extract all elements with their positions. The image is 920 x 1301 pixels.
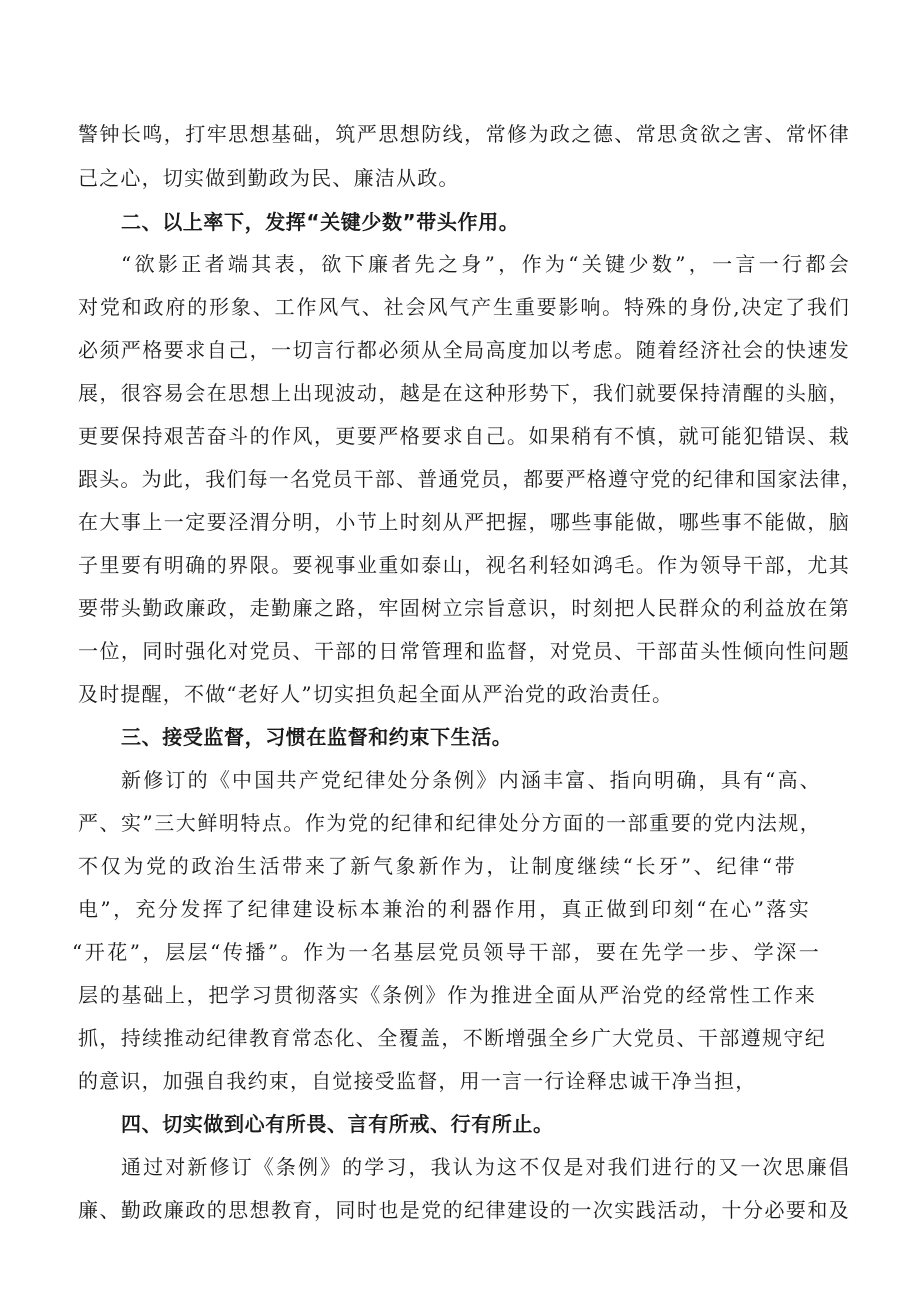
paragraph-line: 在大事上一定要泾渭分明，小节上时刻从严把握，哪些事能做，哪些事不能做，脑 [78, 510, 850, 534]
paragraph-line: 跟头。为此，我们每一名党员干部、普通党员，都要严格遵守党的纪律和国家法律， [78, 467, 863, 491]
paragraph-line: 的意识，加强自我约束，自觉接受监督，用一言一行诠释忠诚干净当担， [78, 1069, 757, 1093]
paragraph-line: 对党和政府的形象、工作风气、社会风气产生重要影响。特殊的身份,决定了我们 [78, 295, 850, 319]
paragraph-line: 层的基础上，把学习贯彻落实《条例》作为推进全面从严治党的经常性工作来 [78, 983, 816, 1007]
section-heading-4: 四、切实做到心有所畏、言有所戒、行有所止。 [121, 1112, 554, 1136]
paragraph-line: 及时提醒，不做“老好人”切实担负起全面从严治党的政治责任。 [78, 682, 674, 706]
paragraph-line: 必须严格要求自己，一切言行都必须从全局高度加以考虑。随着经济社会的快速发 [78, 338, 850, 362]
paragraph-line: 一位，同时强化对党员、干部的日常管理和监督，对党员、干部苗头性倾向性问题 [78, 639, 850, 663]
paragraph-line: 要带头勤政廉政，走勤廉之路，牢固树立宗旨意识，时刻把人民群众的利益放在第 [78, 596, 850, 620]
paragraph-line: 新修订的《中国共产党纪律处分条例》内涵丰富、指向明确，具有“高、 [121, 768, 821, 792]
section-heading-2: 二、以上率下，发挥“关键少数”带头作用。 [121, 210, 520, 234]
paragraph-line: 电”，充分发挥了纪律建设标本兼治的利器作用，真正做到印刻“在心”落实 [78, 897, 810, 921]
paragraph-line: 抓，持续推动纪律教育常态化、全覆盖，不断增强全乡广大党员、干部遵规守纪 [78, 1026, 826, 1050]
paragraph-line: 更要保持艰苦奋斗的作风，更要严格要求自己。如果稍有不慎，就可能犯错误、栽 [78, 424, 850, 448]
section-heading-3: 三、接受监督，习惯在监督和约束下生活。 [121, 725, 513, 749]
paragraph-line: 子里要有明确的界限。要视事业重如泰山，视名利轻如鸿毛。作为领导干部，尤其 [78, 553, 850, 577]
paragraph-line: 展，很容易会在思想上出现波动，越是在这种形势下，我们就要保持清醒的头脑， [78, 381, 850, 405]
paragraph-line: 严、实”三大鲜明特点。作为党的纪律和纪律处分方面的一部重要的党内法规， [78, 811, 821, 835]
paragraph-line: 己之心，切实做到勤政为民、廉洁从政。 [78, 166, 460, 190]
paragraph-line: 不仅为党的政治生活带来了新气象新作为，让制度继续“长牙”、纪律“带 [78, 854, 796, 878]
paragraph-line: 廉、勤政廉政的思想教育，同时也是党的纪律建设的一次实践活动，十分必要和及 [78, 1198, 850, 1222]
paragraph-line: “欲影正者端其表，欲下廉者先之身”，作为“关键少数”，一言一行都会 [121, 252, 850, 276]
paragraph-line: 通过对新修订《条例》的学习，我认为这不仅是对我们进行的又一次思廉倡 [121, 1155, 850, 1179]
paragraph-line: 警钟长鸣，打牢思想基础，筑严思想防线，常修为政之德、常思贪欲之害、常怀律 [78, 122, 850, 146]
paragraph-line: “开花”，层层“传播”。作为一名基层党员领导干部，要在先学一步、学深一 [72, 940, 820, 964]
